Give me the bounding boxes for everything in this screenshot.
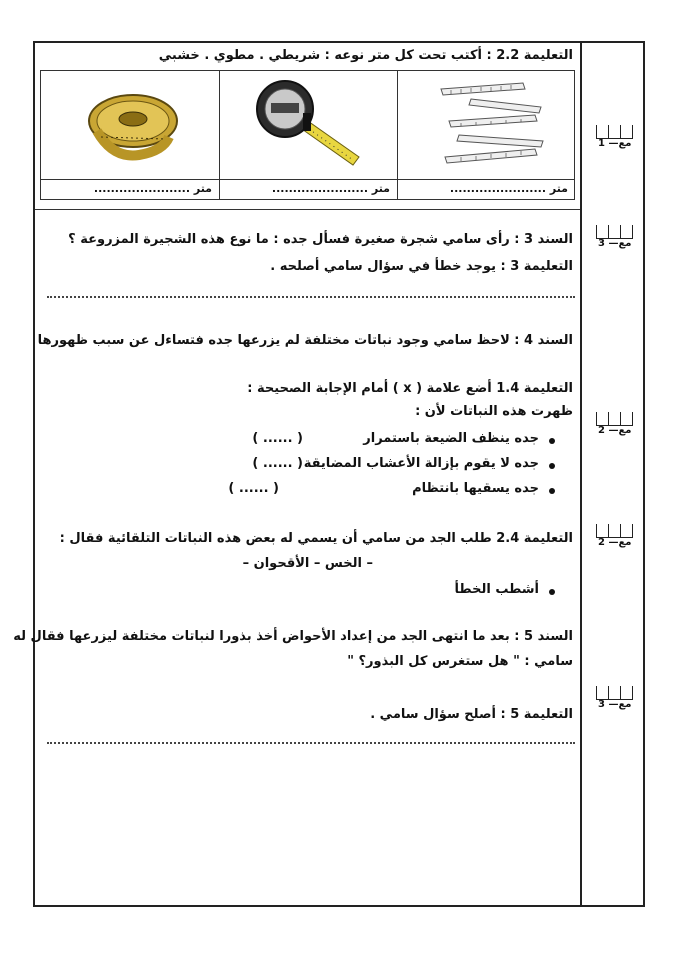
- answer-line-5[interactable]: [47, 742, 575, 744]
- option-mark[interactable]: ( ...... ): [252, 456, 303, 471]
- caption-cloth-tape: متر .......................: [93, 182, 212, 195]
- bullet-icon: [549, 589, 555, 595]
- sanad-5-line-1: السند 5 : بعد ما انتهى الجد من إعداد الأحواض أخذ بذورا لنباتات مختلفة ليزرعها فقال له: [13, 629, 573, 644]
- instruction-2-2: التعليمة 2.2 : أكتب تحت كل متر نوعه : شريطي . مطوي . خشبي: [158, 48, 573, 63]
- option-text: جده لا يقوم بإزالة الأعشاب المضايقة: [303, 456, 539, 471]
- option-mark[interactable]: ( ...... ): [228, 481, 279, 496]
- bullet-icon: [549, 438, 555, 444]
- sanad-4: السند 4 : لاحظ سامي وجود نباتات مختلفة لم يزرعها جده فتساءل عن سبب ظهورها: [37, 333, 573, 348]
- plant-list[interactable]: – الخس – الأقحوان –: [242, 556, 373, 571]
- instruction-2-4: التعليمة 2.4 طلب الجد من سامي أن يسمي له بعض هذه النباتات التلقائية فقال :: [59, 531, 573, 546]
- score-box[interactable]: مع— 2: [596, 523, 633, 542]
- instruction-5: التعليمة 5 : أصلح سؤال سامي .: [370, 707, 573, 722]
- score-column-divider: [580, 41, 582, 907]
- score-box[interactable]: مع— 2: [596, 411, 633, 430]
- bullet-icon: [549, 463, 555, 469]
- instruction-1-4: التعليمة 1.4 أضع علامة ( x ) أمام الإجابة الصحيحة :: [247, 381, 573, 396]
- score-box[interactable]: مع— 3: [596, 685, 633, 704]
- option-text: جده يسقيها بانتظام: [412, 481, 539, 496]
- option-mark[interactable]: ( ...... ): [252, 431, 303, 446]
- answer-line-3[interactable]: [47, 296, 575, 298]
- ruler-table: [40, 70, 575, 200]
- lead-4: ظهرت هذه النباتات لأن :: [415, 404, 573, 419]
- separator: [35, 209, 580, 210]
- score-box[interactable]: مع— 1: [596, 124, 633, 143]
- caption-tape-measure: متر .......................: [271, 182, 390, 195]
- caption-folding-ruler: متر .......................: [449, 182, 568, 195]
- sanad-3: السند 3 : رأى سامي شجرة صغيرة فسأل جده : ما نوع هذه الشجيرة المزروعة ؟: [68, 232, 573, 247]
- score-box[interactable]: مع— 3: [596, 224, 633, 243]
- cloth-tape-measure-icon: [83, 79, 183, 171]
- folding-ruler-icon: [431, 77, 551, 173]
- option-text: جده ينظف الضيعة باستمرار: [363, 431, 539, 446]
- tape-measure-icon: [253, 77, 363, 173]
- bullet-icon: [549, 488, 555, 494]
- sanad-5-line-2: سامي : " هل ستغرس كل البذور؟ ": [347, 654, 573, 669]
- strike-task: أشطب الخطأ: [454, 582, 539, 597]
- instruction-3: التعليمة 3 : يوجد خطأ في سؤال سامي أصلحه .: [270, 259, 573, 274]
